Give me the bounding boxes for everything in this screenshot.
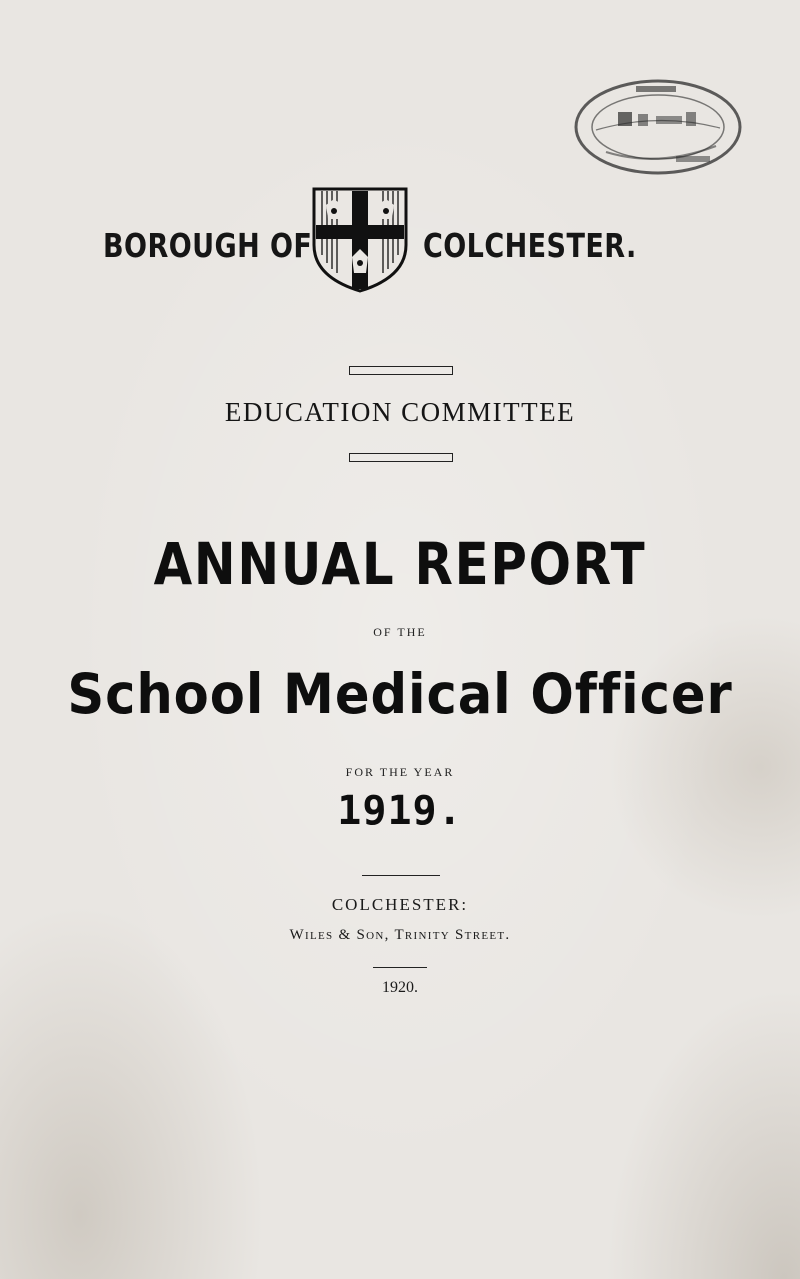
borough-crest-icon xyxy=(310,185,410,293)
year-prefix: FOR THE YEAR xyxy=(345,765,455,779)
report-title: ANNUAL REPORT xyxy=(153,530,647,598)
imprint-printer: Wiles & Son, Trinity Street. xyxy=(289,927,511,943)
town-label: COLCHESTER. xyxy=(423,226,637,265)
ornamental-bracket xyxy=(349,453,453,462)
divider-rule xyxy=(362,875,440,876)
library-stamp-icon xyxy=(566,72,746,184)
report-year: 1919. xyxy=(337,788,463,834)
imprint-date: 1920. xyxy=(382,979,418,996)
ornamental-bracket xyxy=(349,366,453,375)
imprint-place: COLCHESTER: xyxy=(331,895,469,914)
borough-label: BOROUGH OF xyxy=(103,226,313,265)
divider-rule xyxy=(373,967,427,968)
title-connector: OF THE xyxy=(373,625,427,639)
committee-title: EDUCATION COMMITTEE xyxy=(224,397,576,427)
officer-title: School Medical Officer xyxy=(67,662,733,726)
